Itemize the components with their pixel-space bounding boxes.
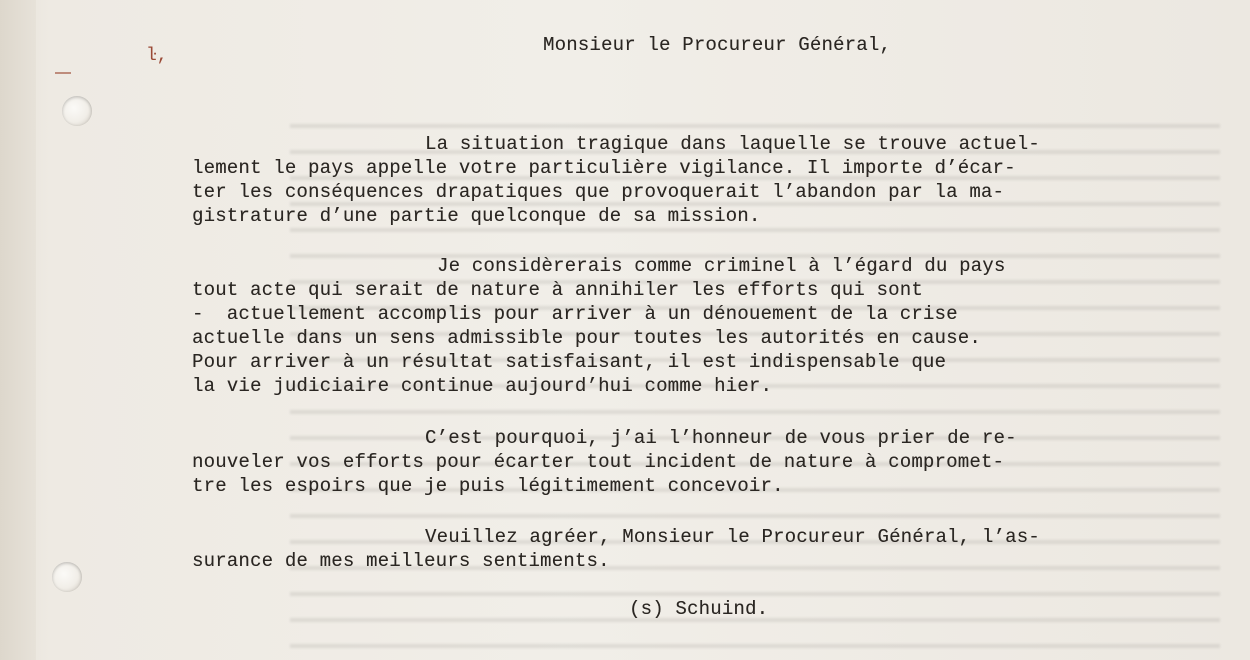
paragraph-2-line-5: Pour arriver à un résultat satisfaisant, il est indispensable que [192, 351, 947, 373]
paragraph-1-line-3: ter les conséquences drapatiques que provoquerait l’abandon par la ma- [192, 181, 1005, 203]
paragraph-4-line-1: Veuillez agréer, Monsieur le Procureur Général, l’as- [425, 526, 1040, 548]
paragraph-2-line-3: - actuellement accomplis pour arriver à un dénouement de la crise [192, 303, 958, 325]
paragraph-2-line-1: Je considèrerais comme criminel à l’égard du pays [437, 255, 1006, 277]
signature: (s) Schuind. [629, 598, 769, 620]
paragraph-4-line-2: surance de mes meilleurs sentiments. [192, 550, 610, 572]
paragraph-1-line-4: gistrature d’une partie quelconque de sa mission. [192, 205, 761, 227]
paragraph-2-line-6: la vie judiciaire continue aujourd’hui comme hier. [192, 375, 773, 397]
salutation: Monsieur le Procureur Général, [543, 34, 892, 56]
paragraph-1-line-2: lement le pays appelle votre particulière vigilance. Il importe d’écar- [192, 157, 1016, 179]
paragraph-2-line-2: tout acte qui serait de nature à annihiler les efforts qui sont [192, 279, 923, 301]
margin-mark: ŀ, [146, 46, 168, 66]
paragraph-1-line-1: La situation tragique dans laquelle se trouve actuel- [425, 133, 1040, 155]
paragraph-3-line-3: tre les espoirs que je puis légitimement concevoir. [192, 475, 784, 497]
paragraph-2-line-4: actuelle dans un sens admissible pour toutes les autorités en cause. [192, 327, 981, 349]
paragraph-3-line-1: C’est pourquoi, j’ai l’honneur de vous prier de re- [425, 427, 1017, 449]
paragraph-3-line-2: nouveler vos efforts pour écarter tout incident de nature à compromet- [192, 451, 1005, 473]
